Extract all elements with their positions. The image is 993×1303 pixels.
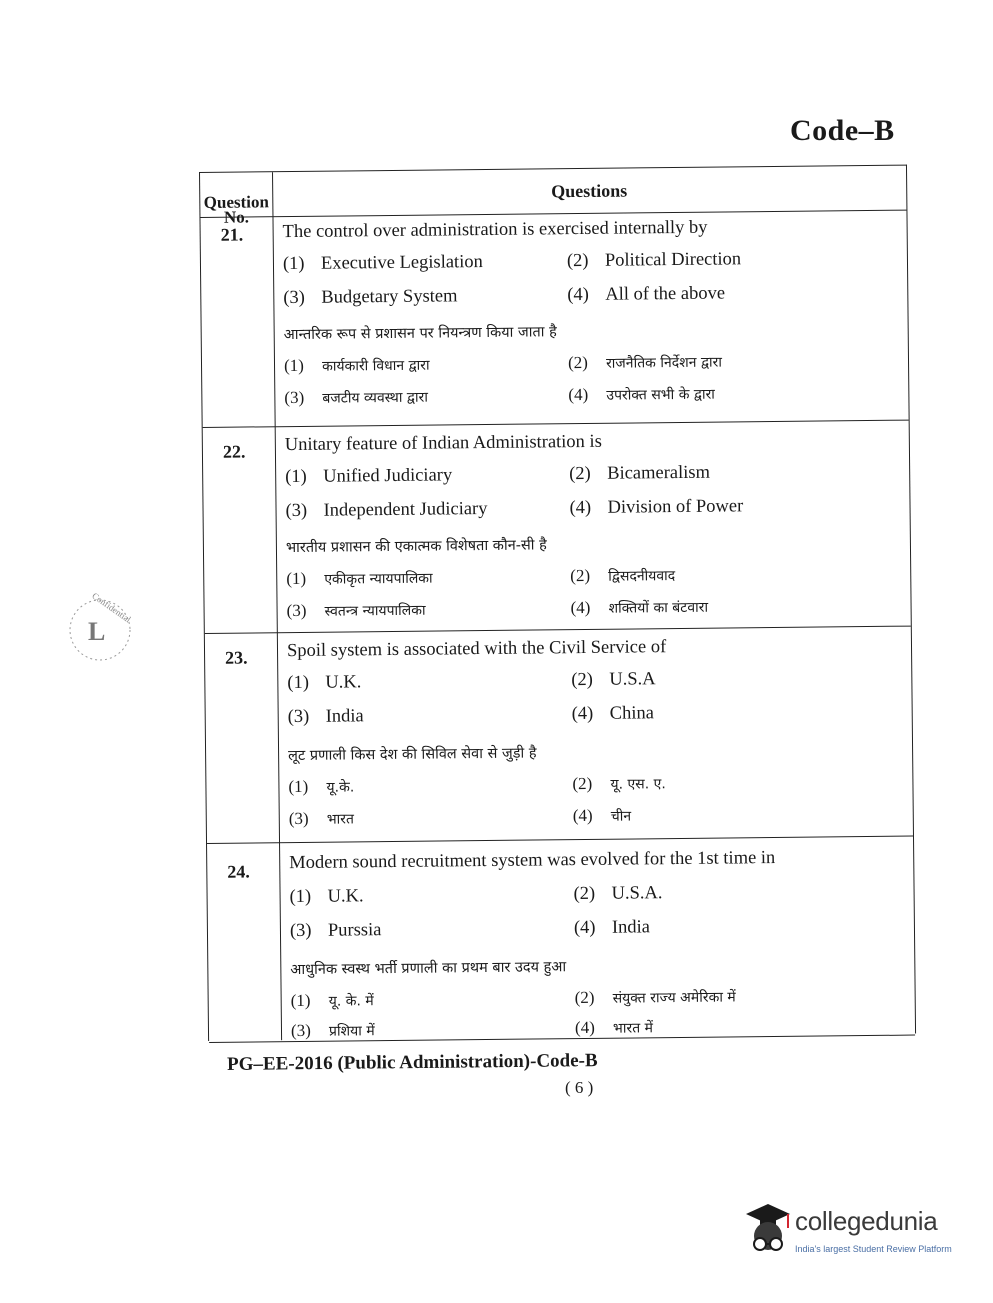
option-text: संयुक्त राज्य अमेरिका में (612, 989, 736, 1007)
option-text: बजटीय व्यवस्था द्वारा (322, 389, 429, 407)
option-number: (4) (571, 703, 594, 725)
option-number: (1) (289, 886, 312, 908)
question-block-24 (207, 836, 915, 1043)
option-text: Independent Judiciary (323, 498, 488, 521)
option-text: यू. के. में (328, 993, 374, 1010)
option-number: (1) (283, 355, 304, 376)
option-number: (3) (288, 808, 309, 829)
option-text: Division of Power (607, 496, 744, 518)
option-4 (567, 283, 725, 306)
question-number: 23. (224, 647, 248, 668)
option-number: (1) (286, 568, 307, 589)
option-text: Bicameralism (607, 462, 711, 484)
option-text: Budgetary System (321, 286, 458, 308)
option-number: (4) (574, 1017, 595, 1038)
option-number: (4) (573, 917, 596, 939)
question-block-21 (200, 207, 908, 427)
option-number: (2) (573, 883, 596, 905)
option-text: स्वतन्त्र न्यायपालिका (324, 602, 426, 620)
option-number: (2) (570, 565, 591, 586)
option-text: प्रशिया में (328, 1023, 375, 1040)
hindi-option-3 (291, 1020, 375, 1041)
option-text: Unified Judiciary (323, 465, 453, 487)
hindi-stem: आधुनिक स्वस्थ भर्ती प्रणाली का प्रथम बार उदय हुआ (290, 959, 567, 979)
option-3 (288, 706, 364, 728)
option-2 (573, 883, 662, 905)
hindi-option-3 (284, 387, 428, 409)
hindi-stem: लूट प्रणाली किस देश की सिविल सेवा से जुड़ी है (288, 745, 537, 765)
question-stem: Modern sound recruitment system was evolved for the 1st time in (289, 848, 776, 874)
hindi-option-1 (284, 355, 430, 377)
hindi-option-2 (570, 565, 675, 586)
option-text: U.S.A (609, 669, 656, 690)
option-text: यू.के. (326, 779, 355, 796)
option-text: China (609, 703, 655, 724)
option-text: चीन (610, 808, 632, 825)
option-text: Political Direction (604, 249, 742, 271)
option-3 (283, 286, 457, 309)
option-text: शक्तियों का बंटवारा (608, 599, 709, 617)
option-text: India (325, 706, 364, 727)
option-number: (2) (566, 250, 589, 272)
option-text: Executive Legislation (320, 252, 483, 274)
hindi-option-2 (568, 352, 722, 374)
option-number: (3) (287, 706, 310, 728)
option-text: All of the above (605, 283, 726, 305)
option-3 (285, 499, 487, 522)
option-4 (572, 703, 654, 725)
option-text: द्विसदनीयवाद (608, 568, 676, 585)
hindi-option-4 (568, 384, 715, 406)
hindi-option-1 (291, 990, 374, 1011)
option-text: उपरोक्त सभी के द्वारा (606, 386, 715, 404)
option-number: (3) (285, 500, 308, 522)
hindi-option-3 (286, 600, 425, 621)
option-number: (1) (290, 990, 311, 1011)
hindi-stem: आन्तरिक रूप से प्रशासन पर नियन्त्रण किया जाता है (283, 324, 557, 344)
question-number: 21. (220, 224, 244, 245)
option-text: एकीकृत न्यायपालिका (324, 570, 433, 588)
option-text: भारत (326, 811, 355, 828)
option-number: (2) (571, 669, 594, 691)
option-1 (289, 886, 363, 908)
option-text: U.S.A. (611, 883, 663, 904)
option-number: (4) (572, 805, 593, 826)
option-3 (290, 920, 382, 942)
hindi-option-4 (573, 806, 632, 827)
option-number: (1) (282, 253, 305, 275)
option-2 (571, 669, 655, 691)
question-block-22 (203, 420, 911, 634)
option-number: (2) (572, 773, 593, 794)
option-number: (3) (289, 920, 312, 942)
option-number: (4) (569, 497, 592, 519)
stamp-text: Confidential (90, 590, 133, 625)
option-4 (574, 917, 650, 939)
question-stem: The control over administration is exercised internally by (282, 217, 708, 243)
option-number: (3) (286, 600, 307, 621)
paper-code: Code–B (790, 114, 895, 147)
option-1 (283, 252, 483, 275)
question-block-23 (205, 626, 913, 844)
hindi-option-2 (572, 773, 666, 794)
qno-header-line1: Question (203, 192, 270, 212)
option-number: (1) (287, 672, 310, 694)
confidential-stamp (60, 590, 140, 670)
option-number: (1) (285, 466, 307, 488)
hindi-option-3 (289, 808, 354, 829)
option-number: (3) (283, 287, 306, 309)
option-text: Purssia (327, 920, 382, 941)
hindi-option-1 (286, 568, 433, 590)
option-number: (2) (574, 987, 595, 1008)
hindi-option-1 (288, 776, 354, 797)
questions-header: Questions (551, 180, 628, 202)
qno-header-line2: No. (223, 207, 250, 227)
option-2 (569, 463, 710, 485)
page-number: ( 6 ) (565, 1078, 594, 1097)
svg-text:L: L (88, 617, 106, 646)
option-text: कार्यकारी विधान द्वारा (321, 357, 430, 375)
question-table (199, 165, 916, 1041)
brand-tagline: India's largest Student Review Platform (795, 1244, 952, 1254)
option-4 (569, 496, 743, 519)
option-number: (3) (284, 387, 305, 408)
option-text: यू. एस. ए. (610, 776, 666, 793)
option-text: राजनैतिक निर्देशन द्वारा (605, 354, 723, 372)
question-number: 24. (227, 861, 250, 882)
option-number: (1) (288, 776, 309, 797)
brand-name: collegedunia (795, 1206, 938, 1236)
exam-footer: PG–EE-2016 (Public Administration)-Code-B (227, 1050, 598, 1075)
option-1 (285, 465, 452, 488)
hindi-stem: भारतीय प्रशासन की एकात्मक विशेषता कौन-सी है (285, 537, 547, 557)
question-number: 22. (222, 441, 246, 462)
option-number: (4) (567, 284, 589, 306)
option-text: India (611, 917, 651, 938)
option-text: भारत में (612, 1020, 654, 1037)
option-number: (4) (570, 597, 591, 618)
question-stem: Spoil system is associated with the Civil Service of (286, 637, 667, 662)
hindi-option-4 (570, 597, 708, 618)
option-2 (567, 249, 741, 272)
hindi-option-4 (575, 1017, 653, 1038)
question-stem: Unitary feature of Indian Administration is (284, 431, 602, 456)
option-number: (3) (290, 1020, 311, 1041)
option-number: (2) (567, 352, 588, 373)
option-number: (2) (569, 463, 591, 485)
option-text: U.K. (325, 672, 362, 693)
option-1 (287, 672, 361, 694)
option-number: (4) (568, 384, 589, 405)
option-text: U.K. (327, 886, 364, 907)
hindi-option-2 (575, 986, 736, 1008)
